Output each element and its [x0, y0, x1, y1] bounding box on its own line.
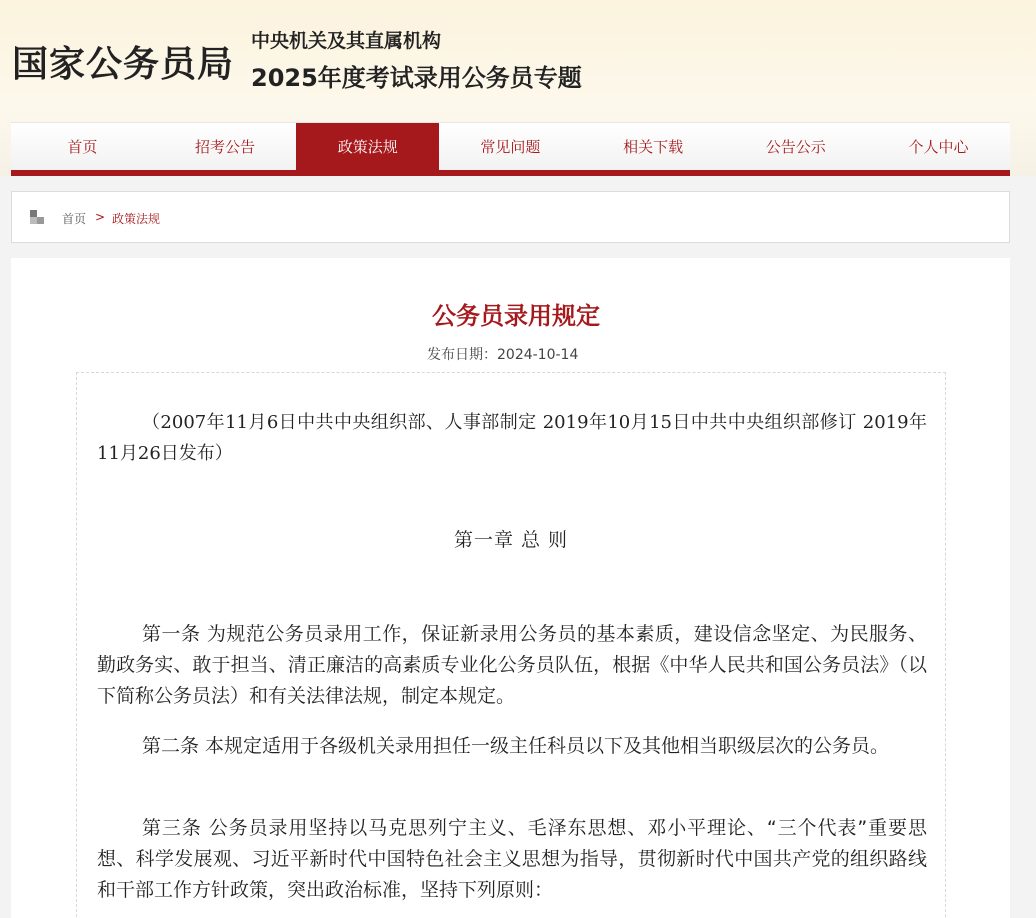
- nav-item-recruitment-notices[interactable]: 招考公告: [195, 138, 256, 156]
- header-title: 2025年度考试录用公务员专题: [251, 64, 582, 92]
- main-nav: [11, 122, 1010, 170]
- nav-item-home[interactable]: 首页: [67, 138, 98, 156]
- site-logo[interactable]: 国家公务员局: [12, 44, 235, 85]
- breadcrumb-home-link[interactable]: 首页: [62, 212, 87, 226]
- nav-item-personal-center[interactable]: 个人中心: [908, 138, 969, 156]
- article-paragraph: 第二条 本规定适用于各级机关录用担任一级主任科员以下及其他相当职级层次的公务员。: [142, 735, 890, 757]
- breadcrumb-current[interactable]: 政策法规: [112, 212, 161, 226]
- article-paragraph: 第一条 为规范公务员录用工作，保证新录用公务员的基本素质，建设信念坚定、为民服务、勤政务实、敢于担当、清正廉洁的高素质专业化公务员队伍，根据《中华人民共和国公务员法》（以下简称公务员法）和有关法律法规，制定本规定。: [97, 623, 927, 707]
- publish-date-value: 2024-10-14: [497, 347, 579, 363]
- location-icon: [30, 210, 44, 224]
- breadcrumb: [11, 191, 1010, 243]
- publish-date: [427, 344, 578, 364]
- nav-item-policies[interactable]: 政策法规: [296, 123, 439, 171]
- nav-item-announcements[interactable]: 公告公示: [765, 138, 826, 156]
- article-content: [76, 372, 946, 918]
- breadcrumb-separator: >: [95, 210, 106, 224]
- article-title: 公务员录用规定: [432, 302, 600, 330]
- nav-underline: [11, 170, 1010, 176]
- nav-item-faq[interactable]: 常见问题: [480, 138, 541, 156]
- header-subtitle: 中央机关及其直属机构: [251, 30, 442, 52]
- publish-date-label: 发布日期：: [427, 347, 497, 363]
- article-paragraph: 第三条 公务员录用坚持以马克思列宁主义、毛泽东思想、邓小平理论、“三个代表”重要思想、科学发展观、习近平新时代中国特色社会主义思想为指导，贯彻新时代中国共产党的组织路线和干部工作方针政策，突出政治标准，坚持下列原则：: [97, 817, 927, 901]
- article-panel: [11, 258, 1010, 918]
- article-preamble: （2007年11月6日中共中央组织部、人事部制定 2019年10月15日中共中央组织部修订 2019年11月26日发布）: [97, 412, 927, 464]
- nav-item-downloads[interactable]: 相关下载: [623, 138, 684, 156]
- chapter-heading: 第一章 总 则: [453, 529, 569, 551]
